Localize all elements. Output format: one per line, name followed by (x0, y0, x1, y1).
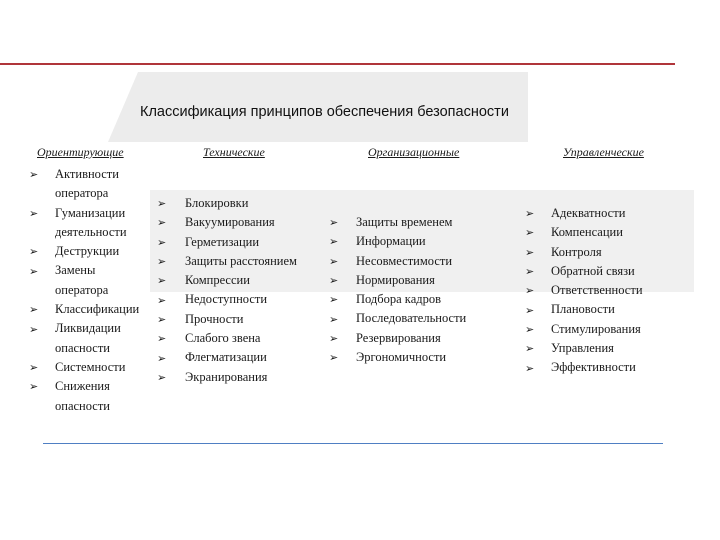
arrow-bullet-icon: ➢ (157, 216, 167, 230)
organizational-list (329, 213, 467, 367)
list-item (525, 281, 643, 300)
arrow-bullet-icon: ➢ (29, 206, 39, 220)
heading-technical: Технические (203, 145, 265, 159)
list-item (525, 223, 643, 242)
arrow-bullet-icon: ➢ (329, 216, 339, 230)
list-item-text: Компенсации (551, 225, 623, 240)
list-item (525, 320, 643, 339)
list-item (525, 339, 643, 358)
arrow-bullet-icon: ➢ (525, 265, 535, 279)
arrow-bullet-icon: ➢ (157, 332, 167, 346)
arrow-bullet-icon: ➢ (525, 361, 535, 375)
heading-managerial: Управленческие (563, 145, 644, 159)
arrow-bullet-icon: ➢ (329, 235, 339, 249)
arrow-bullet-icon: ➢ (329, 274, 339, 288)
arrow-bullet-icon: ➢ (29, 322, 39, 336)
list-item-text: Стимулирования (551, 321, 641, 336)
list-item-text: опасности (55, 340, 110, 355)
list-item-text: Подбора кадров (356, 292, 442, 307)
list-item-text: Блокировки (185, 196, 249, 210)
arrow-bullet-icon: ➢ (157, 370, 167, 384)
list-item-text: Ответственности (551, 283, 643, 298)
list-item (329, 271, 466, 290)
list-item-text: Компрессии (185, 273, 250, 288)
arrow-bullet-icon: ➢ (157, 293, 167, 307)
arrow-bullet-icon: ➢ (525, 322, 535, 336)
arrow-bullet-icon: ➢ (329, 254, 339, 268)
list-item-text: Вакуумирования (185, 215, 275, 230)
list-item (29, 319, 139, 358)
list-item (525, 358, 643, 377)
arrow-bullet-icon: ➢ (525, 284, 535, 298)
list-item (157, 310, 297, 329)
list-item-text: Адекватности (551, 206, 626, 220)
list-item-text: Эффективности (551, 360, 636, 375)
list-item (157, 290, 297, 309)
arrow-bullet-icon: ➢ (157, 197, 167, 211)
arrow-bullet-icon: ➢ (329, 351, 339, 365)
orienting-list (29, 165, 140, 416)
list-item-text: Классификации (55, 302, 140, 317)
list-item-text: Замены (55, 263, 96, 278)
arrow-bullet-icon: ➢ (329, 312, 339, 326)
arrow-bullet-icon: ➢ (525, 342, 535, 356)
list-item-text: Прочности (185, 311, 244, 326)
list-item (329, 252, 466, 271)
bottom-rule (43, 443, 663, 444)
list-item (157, 271, 297, 290)
list-item-text: Герметизации (185, 234, 260, 249)
list-item-text: Контроля (551, 244, 602, 259)
list-item-text: опасности (55, 398, 110, 413)
list-item (157, 329, 297, 348)
list-item (525, 204, 643, 223)
arrow-bullet-icon: ➢ (29, 361, 39, 375)
arrow-bullet-icon: ➢ (29, 303, 39, 317)
top-rule (0, 63, 675, 65)
list-item-text: Недоступности (185, 292, 268, 307)
list-item-text: Снижения (55, 379, 110, 394)
list-item-text: Несовместимости (356, 253, 453, 268)
list-item (157, 233, 297, 252)
list-item-text: Системности (55, 359, 126, 374)
list-item-text: Последовательности (356, 311, 467, 326)
arrow-bullet-icon: ➢ (29, 380, 39, 394)
list-item-text: Плановости (551, 302, 615, 317)
list-item-text: Ликвидации (55, 321, 121, 336)
list-item (157, 348, 297, 367)
list-item (329, 232, 466, 251)
arrow-bullet-icon: ➢ (157, 312, 167, 326)
list-item-text: Слабого звена (185, 331, 261, 346)
list-item (29, 204, 139, 243)
list-item-text: Активности (55, 167, 119, 181)
arrow-bullet-icon: ➢ (525, 226, 535, 240)
list-item (329, 329, 466, 348)
list-item (29, 377, 139, 416)
arrow-bullet-icon: ➢ (329, 331, 339, 345)
list-item-text: Нормирования (356, 272, 435, 287)
list-item-text: Защиты расстоянием (185, 253, 297, 268)
list-item (157, 252, 297, 271)
list-item (329, 290, 466, 309)
managerial-list (525, 204, 643, 378)
list-item-text: Информации (356, 234, 426, 249)
list-item (525, 300, 643, 319)
list-item-text: Экранирования (185, 369, 268, 384)
list-item-text: Деструкции (55, 244, 120, 259)
arrow-bullet-icon: ➢ (29, 245, 39, 259)
list-item-text: Эргономичности (356, 350, 447, 365)
arrow-bullet-icon: ➢ (525, 245, 535, 259)
list-item-text: Защиты временем (356, 215, 453, 229)
list-item-text: оператора (55, 282, 109, 297)
list-item (29, 261, 139, 300)
arrow-bullet-icon: ➢ (157, 274, 167, 288)
arrow-bullet-icon: ➢ (525, 207, 535, 221)
slide-title: Классификация принципов обеспечения безопасности (140, 104, 509, 120)
list-item-text: Обратной связи (551, 263, 635, 278)
list-item (29, 165, 139, 204)
list-item (29, 242, 139, 261)
list-item (329, 213, 466, 232)
list-item (329, 309, 467, 328)
list-item (157, 368, 297, 387)
arrow-bullet-icon: ➢ (157, 351, 167, 365)
heading-orienting: Ориентирующие (37, 145, 124, 159)
arrow-bullet-icon: ➢ (157, 235, 167, 249)
list-item (525, 243, 643, 262)
list-item-text: Управления (551, 341, 614, 356)
heading-organizational: Организационные (368, 145, 460, 159)
list-item-text: Гуманизации (55, 205, 126, 220)
arrow-bullet-icon: ➢ (329, 293, 339, 307)
list-item-text: оператора (55, 186, 109, 201)
list-item (329, 348, 466, 367)
list-item (29, 358, 139, 377)
arrow-bullet-icon: ➢ (29, 264, 39, 278)
arrow-bullet-icon: ➢ (525, 303, 535, 317)
list-item-text: Резервирования (356, 330, 441, 345)
list-item-text: деятельности (55, 224, 127, 239)
list-item (157, 213, 297, 232)
list-item (525, 262, 643, 281)
arrow-bullet-icon: ➢ (29, 168, 39, 182)
list-item (29, 300, 140, 319)
list-item (157, 194, 297, 213)
list-item-text: Флегматизации (185, 350, 267, 365)
arrow-bullet-icon: ➢ (157, 255, 167, 269)
technical-list (157, 194, 297, 387)
